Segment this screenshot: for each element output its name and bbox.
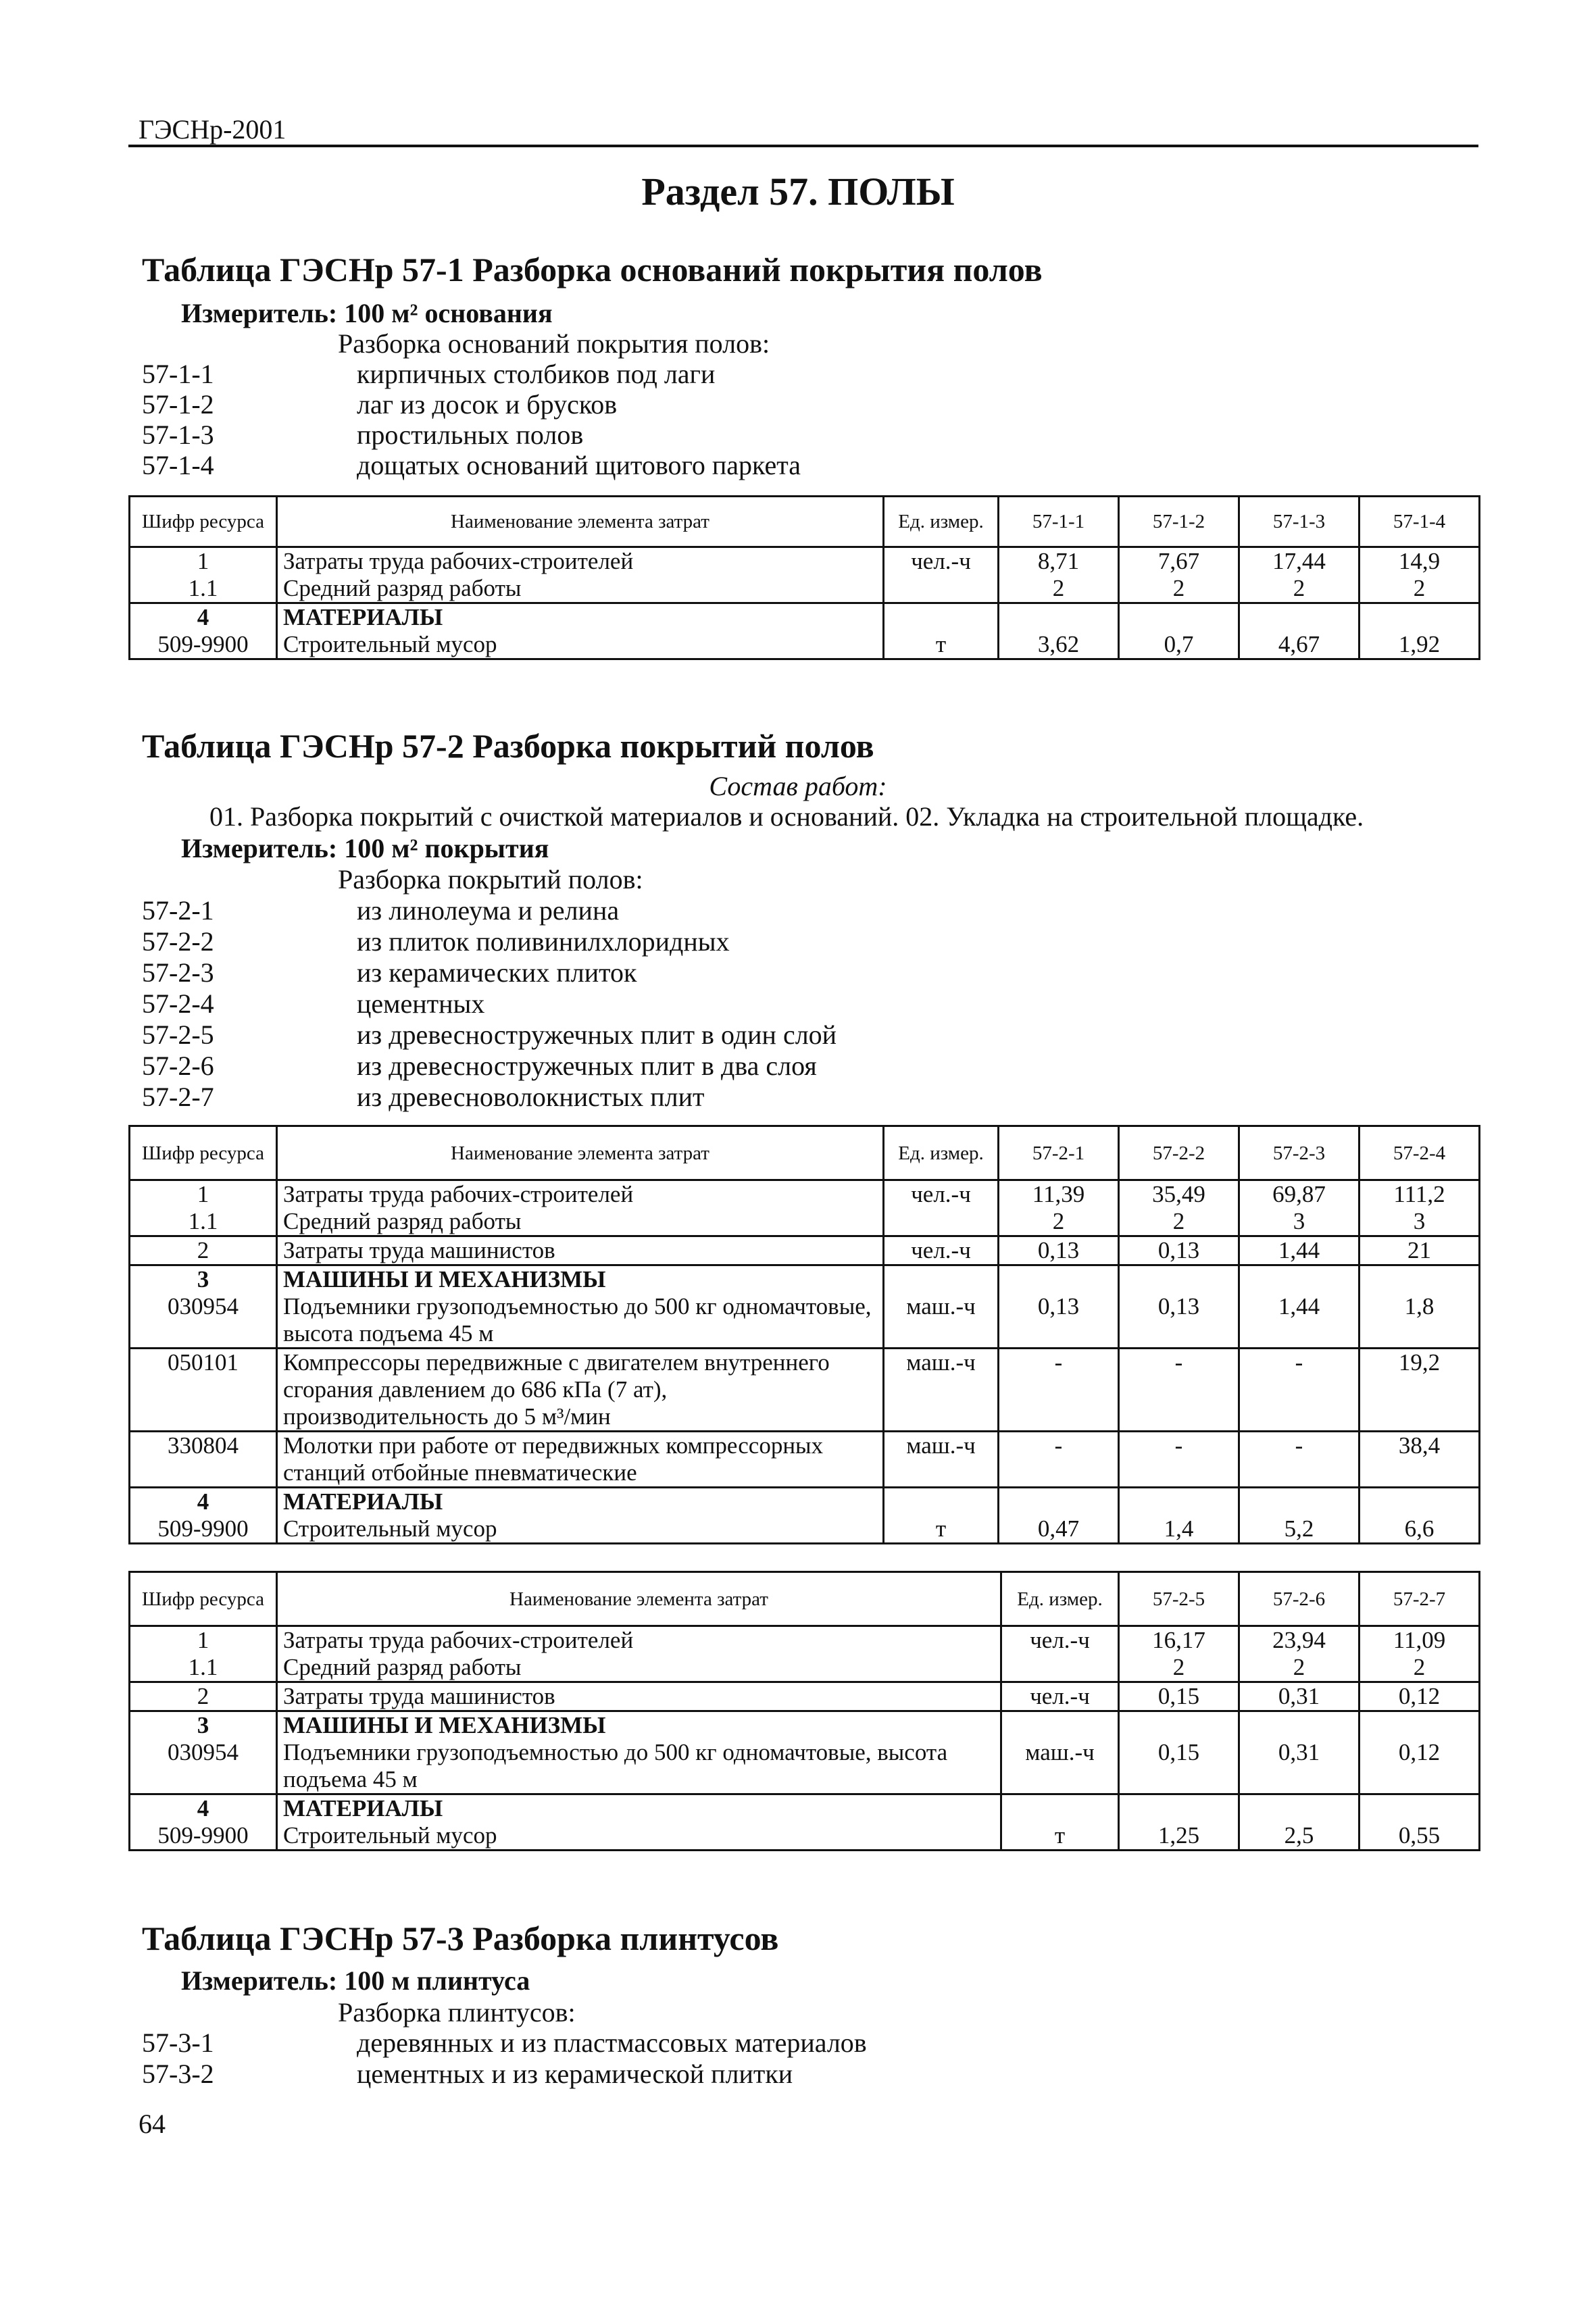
cell-unit: чел.-ч: [884, 1236, 999, 1265]
table-row: [130, 1265, 1480, 1294]
header-rule: [128, 145, 1478, 147]
running-header: ГЭСНр-2001: [139, 114, 286, 145]
cell-unit: чел.-ч: [884, 1180, 999, 1209]
cell-code: 330804: [130, 1432, 277, 1488]
cell-value: 0,15: [1119, 1739, 1239, 1794]
cell-value: 2: [1119, 1208, 1239, 1236]
item-code: 57-2-3: [142, 957, 214, 988]
header-norm: 57-2-1: [999, 1126, 1119, 1180]
table-row: [130, 575, 1480, 603]
table-57-2-unit: Измеритель: 100 м² покрытия: [181, 833, 549, 863]
item-code: 57-2-5: [142, 1020, 214, 1050]
item-code: 57-2-1: [142, 895, 214, 926]
header-norm: 57-2-6: [1239, 1572, 1360, 1626]
cell-unit: чел.-ч: [884, 547, 999, 576]
cell-value: 0,13: [1119, 1236, 1239, 1265]
table-57-1-unit: Измеритель: 100 м² основания: [181, 298, 553, 328]
header-name: Наименование элемента затрат: [277, 1572, 1001, 1626]
cell-code: 050101: [130, 1349, 277, 1432]
cell-value: 2: [1119, 1654, 1239, 1682]
item-text: из древесноволокнистых плит: [357, 1082, 705, 1112]
cell-value: 2: [1119, 575, 1239, 603]
item-code: 57-1-4: [142, 450, 214, 480]
header-unit: Ед. измер.: [884, 1126, 999, 1180]
cell-value: [1360, 1488, 1480, 1516]
cell-name: Затраты труда рабочих-строителей: [277, 547, 884, 576]
table-row: [130, 1682, 1480, 1711]
cell-unit: т: [1001, 1822, 1119, 1851]
header-code: Шифр ресурса: [130, 1572, 277, 1626]
cell-unit: [1001, 1654, 1119, 1682]
item-text: простильных полов: [357, 420, 584, 450]
item-code: 57-3-2: [142, 2059, 214, 2089]
cell-value: [1119, 1794, 1239, 1823]
item-text: деревянных и из пластмассовых материалов: [357, 2028, 867, 2058]
cell-group-title: МАТЕРИАЛЫ: [277, 1488, 884, 1516]
cell-value: 1,4: [1119, 1515, 1239, 1544]
cell-value: [1360, 1794, 1480, 1823]
cell-code: 509-9900: [130, 1515, 277, 1544]
cell-name: Компрессоры передвижные с двигателем внутреннего сгорания давлением до 686 кПа (7 ат), производительность до 5 м³/мин: [277, 1349, 884, 1432]
header-code: Шифр ресурса: [130, 497, 277, 547]
cell-value: [999, 603, 1119, 632]
table-row: [130, 1208, 1480, 1236]
header-unit: Ед. измер.: [884, 497, 999, 547]
item-text: дощатых оснований щитового паркета: [357, 450, 801, 480]
cell-value: 0,47: [999, 1515, 1119, 1544]
table-row: [130, 1739, 1480, 1794]
norm-table-57-2-b: [128, 1571, 1480, 1851]
cell-name: Затраты труда рабочих-строителей: [277, 1626, 1001, 1655]
cell-code: 1.1: [130, 1208, 277, 1236]
cell-value: [999, 1265, 1119, 1294]
cell-code: 3: [130, 1711, 277, 1740]
cell-value: 2: [1360, 1654, 1480, 1682]
cell-value: 8,71: [999, 547, 1119, 576]
cell-value: [1119, 1265, 1239, 1294]
cell-value: 17,44: [1239, 547, 1360, 576]
item-text: из керамических плиток: [357, 957, 637, 988]
cell-value: 111,2: [1360, 1180, 1480, 1209]
table-57-3-unit: Измеритель: 100 м плинтуса: [181, 1965, 530, 1996]
cell-value: [1119, 1488, 1239, 1516]
cell-value: 4,67: [1239, 631, 1360, 659]
table-57-3-title: Таблица ГЭСНр 57-3 Разборка плинтусов: [142, 1919, 779, 1957]
item-code: 57-2-4: [142, 988, 214, 1019]
item-text: из линолеума и релина: [357, 895, 620, 926]
cell-value: [1239, 603, 1360, 632]
cell-value: 19,2: [1360, 1349, 1480, 1432]
cell-name: Средний разряд работы: [277, 1654, 1001, 1682]
cell-unit: [884, 603, 999, 632]
cell-value: 1,44: [1239, 1293, 1360, 1349]
cell-name: Молотки при работе от передвижных компрессорных станций отбойные пневматические: [277, 1432, 884, 1488]
item-code: 57-3-1: [142, 2028, 214, 2058]
header-norm: 57-1-1: [999, 497, 1119, 547]
cell-value: [999, 1488, 1119, 1516]
cell-value: [1239, 1794, 1360, 1823]
table-row: [130, 631, 1480, 659]
table-header-row: [130, 497, 1480, 547]
table-header-row: [130, 1126, 1480, 1180]
cell-name: Строительный мусор: [277, 631, 884, 659]
cell-value: 3: [1239, 1208, 1360, 1236]
cell-value: 21: [1360, 1236, 1480, 1265]
item-text: из плиток поливинилхлоридных: [357, 926, 730, 957]
cell-value: 1,8: [1360, 1293, 1480, 1349]
cell-unit: [884, 1488, 999, 1516]
cell-value: -: [999, 1432, 1119, 1488]
cell-unit: чел.-ч: [1001, 1626, 1119, 1655]
cell-name: Затраты труда машинистов: [277, 1682, 1001, 1711]
cell-unit: маш.-ч: [884, 1432, 999, 1488]
header-norm: 57-1-4: [1360, 497, 1480, 547]
table-57-1-title: Таблица ГЭСНр 57-1 Разборка оснований покрытия полов: [142, 251, 1043, 288]
table-header-row: [130, 1572, 1480, 1626]
work-composition-title: Состав работ:: [709, 771, 887, 801]
cell-name: Подъемники грузоподъемностью до 500 кг одномачтовые, высота подъема 45 м: [277, 1293, 884, 1349]
cell-code: 3: [130, 1265, 277, 1294]
table-row: [130, 1180, 1480, 1209]
table-57-2-intro: Разборка покрытий полов:: [338, 864, 643, 895]
header-norm: 57-2-5: [1119, 1572, 1239, 1626]
cell-value: 0,31: [1239, 1739, 1360, 1794]
norm-table-57-1: [128, 495, 1480, 660]
item-text: из древесностружечных плит в один слой: [357, 1020, 837, 1050]
cell-group-title: МАШИНЫ И МЕХАНИЗМЫ: [277, 1711, 1001, 1740]
cell-value: 3,62: [999, 631, 1119, 659]
cell-code: 4: [130, 1488, 277, 1516]
cell-code: 1: [130, 547, 277, 576]
cell-value: 14,9: [1360, 547, 1480, 576]
table-57-1-intro: Разборка оснований покрытия полов:: [338, 328, 770, 359]
cell-value: 7,67: [1119, 547, 1239, 576]
cell-code: 1: [130, 1180, 277, 1209]
item-code: 57-2-2: [142, 926, 214, 957]
cell-value: 0,12: [1360, 1739, 1480, 1794]
table-57-2-title: Таблица ГЭСНр 57-2 Разборка покрытий полов: [142, 727, 874, 765]
cell-value: 0,31: [1239, 1682, 1360, 1711]
cell-name: Затраты труда машинистов: [277, 1236, 884, 1265]
cell-value: [1360, 1711, 1480, 1740]
table-row: [130, 1432, 1480, 1488]
cell-code: 030954: [130, 1293, 277, 1349]
cell-name: Строительный мусор: [277, 1822, 1001, 1851]
cell-code: 509-9900: [130, 631, 277, 659]
cell-code: 2: [130, 1236, 277, 1265]
cell-value: 23,94: [1239, 1626, 1360, 1655]
cell-unit: [1001, 1711, 1119, 1740]
cell-value: [1239, 1488, 1360, 1516]
cell-value: -: [1239, 1349, 1360, 1432]
cell-value: -: [1239, 1432, 1360, 1488]
cell-value: 2: [999, 1208, 1119, 1236]
header-norm: 57-2-4: [1360, 1126, 1480, 1180]
cell-value: 69,87: [1239, 1180, 1360, 1209]
cell-value: [1239, 1711, 1360, 1740]
header-norm: 57-1-2: [1119, 497, 1239, 547]
item-code: 57-2-6: [142, 1051, 214, 1081]
section-title: Раздел 57. ПОЛЫ: [641, 170, 955, 213]
item-code: 57-1-2: [142, 389, 214, 420]
cell-value: 11,09: [1360, 1626, 1480, 1655]
work-composition-text: 01. Разборка покрытий с очисткой материалов и оснований. 02. Укладка на строительной площадке.: [209, 801, 1364, 832]
item-code: 57-1-1: [142, 359, 214, 389]
table-row: [130, 1515, 1480, 1544]
cell-value: 38,4: [1360, 1432, 1480, 1488]
table-row: [130, 1488, 1480, 1516]
cell-value: -: [999, 1349, 1119, 1432]
item-text: из древесностружечных плит в два слоя: [357, 1051, 817, 1081]
cell-value: 2: [999, 575, 1119, 603]
cell-unit: [884, 1265, 999, 1294]
cell-code: 1.1: [130, 1654, 277, 1682]
header-norm: 57-2-3: [1239, 1126, 1360, 1180]
cell-unit: [884, 575, 999, 603]
cell-value: 3: [1360, 1208, 1480, 1236]
cell-value: 0,13: [999, 1293, 1119, 1349]
table-row: [130, 1711, 1480, 1740]
cell-unit: маш.-ч: [884, 1293, 999, 1349]
cell-value: [1119, 1711, 1239, 1740]
header-norm: 57-2-7: [1360, 1572, 1480, 1626]
cell-value: 2,5: [1239, 1822, 1360, 1851]
cell-value: 0,13: [1119, 1293, 1239, 1349]
table-57-3-intro: Разборка плинтусов:: [338, 1997, 576, 2028]
table-row: [130, 1794, 1480, 1823]
table-row: [130, 1654, 1480, 1682]
table-row: [130, 1349, 1480, 1432]
cell-value: 11,39: [999, 1180, 1119, 1209]
cell-value: 0,15: [1119, 1682, 1239, 1711]
cell-unit: [884, 1208, 999, 1236]
cell-code: 4: [130, 603, 277, 632]
header-name: Наименование элемента затрат: [277, 497, 884, 547]
cell-value: -: [1119, 1349, 1239, 1432]
cell-value: 6,6: [1360, 1515, 1480, 1544]
cell-name: Строительный мусор: [277, 1515, 884, 1544]
cell-unit: т: [884, 631, 999, 659]
cell-code: 4: [130, 1794, 277, 1823]
norm-table-57-2-a: [128, 1125, 1480, 1544]
cell-value: 1,44: [1239, 1236, 1360, 1265]
cell-name: Подъемники грузоподъемностью до 500 кг одномачтовые, высота подъема 45 м: [277, 1739, 1001, 1794]
table-row: [130, 547, 1480, 576]
cell-unit: маш.-ч: [1001, 1739, 1119, 1794]
item-code: 57-2-7: [142, 1082, 214, 1112]
item-code: 57-1-3: [142, 420, 214, 450]
cell-name: Средний разряд работы: [277, 1208, 884, 1236]
item-text: цементных и из керамической плитки: [357, 2059, 793, 2089]
cell-value: 1,92: [1360, 631, 1480, 659]
item-text: цементных: [357, 988, 485, 1019]
cell-code: 1: [130, 1626, 277, 1655]
cell-code: 509-9900: [130, 1822, 277, 1851]
cell-value: [1360, 603, 1480, 632]
cell-value: 0,55: [1360, 1822, 1480, 1851]
header-unit: Ед. измер.: [1001, 1572, 1119, 1626]
cell-value: 0,12: [1360, 1682, 1480, 1711]
cell-value: [1239, 1265, 1360, 1294]
cell-value: 1,25: [1119, 1822, 1239, 1851]
header-code: Шифр ресурса: [130, 1126, 277, 1180]
cell-value: 16,17: [1119, 1626, 1239, 1655]
cell-value: -: [1119, 1432, 1239, 1488]
cell-unit: чел.-ч: [1001, 1682, 1119, 1711]
cell-value: 0,13: [999, 1236, 1119, 1265]
cell-unit: [1001, 1794, 1119, 1823]
header-name: Наименование элемента затрат: [277, 1126, 884, 1180]
cell-value: 2: [1239, 1654, 1360, 1682]
table-row: [130, 603, 1480, 632]
table-row: [130, 1236, 1480, 1265]
cell-value: 35,49: [1119, 1180, 1239, 1209]
cell-value: 0,7: [1119, 631, 1239, 659]
cell-code: 1.1: [130, 575, 277, 603]
header-norm: 57-2-2: [1119, 1126, 1239, 1180]
cell-group-title: МАШИНЫ И МЕХАНИЗМЫ: [277, 1265, 884, 1294]
cell-value: [1360, 1265, 1480, 1294]
cell-code: 2: [130, 1682, 277, 1711]
table-row: [130, 1293, 1480, 1349]
cell-unit: маш.-ч: [884, 1349, 999, 1432]
cell-name: Средний разряд работы: [277, 575, 884, 603]
page-number: 64: [139, 2109, 166, 2139]
cell-name: Затраты труда рабочих-строителей: [277, 1180, 884, 1209]
cell-code: 030954: [130, 1739, 277, 1794]
cell-value: [1119, 603, 1239, 632]
cell-value: 5,2: [1239, 1515, 1360, 1544]
item-text: кирпичных столбиков под лаги: [357, 359, 716, 389]
item-text: лаг из досок и брусков: [357, 389, 618, 420]
header-norm: 57-1-3: [1239, 497, 1360, 547]
cell-group-title: МАТЕРИАЛЫ: [277, 603, 884, 632]
table-row: [130, 1626, 1480, 1655]
cell-value: 2: [1360, 575, 1480, 603]
cell-group-title: МАТЕРИАЛЫ: [277, 1794, 1001, 1823]
cell-value: 2: [1239, 575, 1360, 603]
table-row: [130, 1822, 1480, 1851]
cell-unit: т: [884, 1515, 999, 1544]
